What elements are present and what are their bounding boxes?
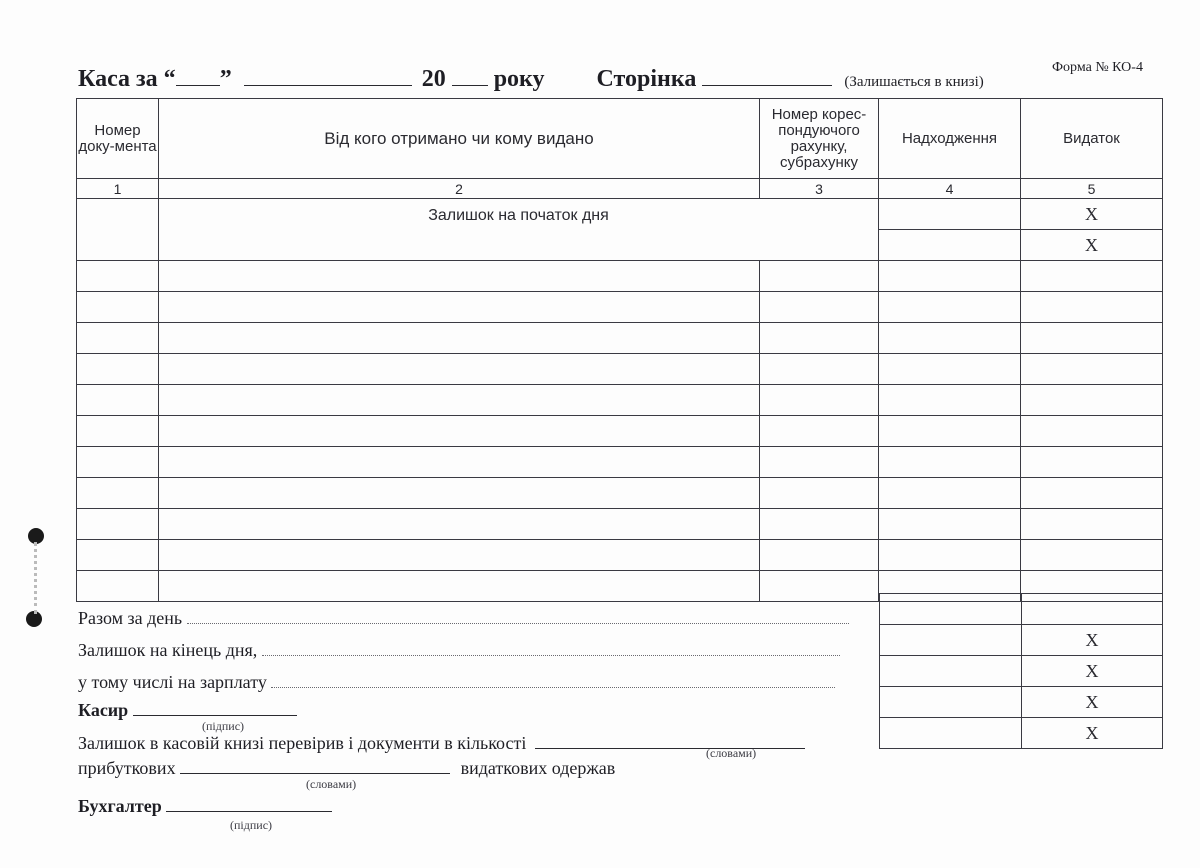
table-row <box>77 354 1163 385</box>
incoming-line <box>78 758 615 779</box>
opening-balance-label: Залишок на початок дня <box>159 199 879 261</box>
closing-income-2[interactable] <box>880 656 1022 687</box>
entry-cell[interactable] <box>760 385 879 416</box>
total-row <box>880 625 1163 656</box>
x-mark: Х <box>1021 230 1163 261</box>
table-row <box>77 447 1163 478</box>
header-prefix: Каса за “ <box>78 66 176 92</box>
incoming-count-field[interactable] <box>180 758 450 774</box>
salary-income[interactable] <box>880 687 1022 718</box>
day-total-label: Разом за день <box>78 608 183 628</box>
cashier-signature-field[interactable] <box>133 700 297 716</box>
entry-cell[interactable] <box>1021 447 1163 478</box>
entry-cell[interactable] <box>159 354 760 385</box>
salary-label: у тому числі на зарплату <box>78 672 267 692</box>
outgoing-label: видаткових одержав <box>460 758 616 778</box>
entry-cell[interactable] <box>1021 478 1163 509</box>
accountant-signature-field[interactable] <box>166 796 332 812</box>
day-total-expense[interactable] <box>1022 594 1163 625</box>
page-header <box>78 66 984 93</box>
day-total-income[interactable] <box>880 594 1022 625</box>
cashier-signature-caption: (підпис) <box>202 719 245 733</box>
entry-cell[interactable] <box>159 261 760 292</box>
entry-cell[interactable] <box>760 261 879 292</box>
entry-cell[interactable] <box>879 261 1021 292</box>
entry-cell[interactable] <box>159 323 760 354</box>
x-mark: Х <box>1022 718 1163 749</box>
entry-cell[interactable] <box>1021 416 1163 447</box>
day-total-line <box>78 608 849 629</box>
col-income: Надходження <box>879 99 1021 179</box>
ledger-table <box>76 98 1163 602</box>
entry-cell[interactable] <box>159 571 760 602</box>
entry-cell[interactable] <box>1021 261 1163 292</box>
entry-cell[interactable] <box>77 509 159 540</box>
table-row <box>77 478 1163 509</box>
col-num: 1 <box>77 179 159 199</box>
salary-line <box>78 672 835 693</box>
entry-cell[interactable] <box>879 509 1021 540</box>
count-words-caption: (словами) <box>706 746 757 760</box>
year-suffix: року <box>493 66 545 92</box>
x-mark: Х <box>1022 687 1163 718</box>
closing-balance-dots <box>262 642 840 656</box>
col-account: Номер корес-пондуючого рахунку, субрахунку <box>760 99 879 179</box>
entry-cell[interactable] <box>1021 323 1163 354</box>
entry-cell[interactable] <box>159 385 760 416</box>
entry-cell[interactable] <box>77 540 159 571</box>
entry-cell[interactable] <box>159 478 760 509</box>
closing-balance-label: Залишок на кінець дня, <box>78 640 258 660</box>
total-row <box>880 656 1163 687</box>
entry-cell[interactable] <box>159 292 760 323</box>
entry-cell[interactable] <box>77 354 159 385</box>
entry-cell[interactable] <box>77 261 159 292</box>
table-row <box>77 509 1163 540</box>
incoming-label: прибуткових <box>78 758 176 778</box>
total-row <box>880 687 1163 718</box>
totals-grid <box>879 593 1163 749</box>
checked-line <box>78 733 805 754</box>
salary-income-2[interactable] <box>880 718 1022 749</box>
opening-income-cell[interactable] <box>879 230 1021 261</box>
entry-cell[interactable] <box>760 478 879 509</box>
col-counterparty: Від кого отримано чи кому видано <box>159 99 760 179</box>
x-mark: Х <box>1021 199 1163 230</box>
header-note: (Залишається в книзі) <box>844 74 984 90</box>
page-number-field[interactable] <box>702 68 832 86</box>
col-num: 2 <box>159 179 760 199</box>
year-field[interactable] <box>452 68 488 86</box>
entry-cell[interactable] <box>879 447 1021 478</box>
accountant-label: Бухгалтер <box>78 796 162 816</box>
entry-cell[interactable] <box>760 571 879 602</box>
opening-doc-cell <box>77 199 159 261</box>
closing-balance-line <box>78 640 840 661</box>
document-count-field[interactable] <box>535 733 805 749</box>
accountant-signature-caption: (підпис) <box>230 818 273 832</box>
header-quote-close: ” <box>219 66 232 92</box>
entry-cell[interactable] <box>77 571 159 602</box>
entry-cell[interactable] <box>159 416 760 447</box>
table-row <box>77 292 1163 323</box>
col-num: 5 <box>1021 179 1163 199</box>
entry-cell[interactable] <box>760 447 879 478</box>
checked-label: Залишок в касовій книзі перевірив і документи в кількості <box>78 733 527 753</box>
month-field[interactable] <box>244 68 412 86</box>
entry-cell[interactable] <box>879 478 1021 509</box>
entry-cell[interactable] <box>77 292 159 323</box>
table-row <box>77 323 1163 354</box>
entry-cell[interactable] <box>760 354 879 385</box>
col-num: 3 <box>760 179 879 199</box>
column-headers <box>77 99 1163 179</box>
incoming-words-caption: (словами) <box>306 777 357 791</box>
entry-cell[interactable] <box>879 354 1021 385</box>
total-row <box>880 718 1163 749</box>
entry-cell[interactable] <box>77 385 159 416</box>
entry-cell[interactable] <box>760 540 879 571</box>
col-expense: Видаток <box>1021 99 1163 179</box>
table-row <box>77 540 1163 571</box>
entry-cell[interactable] <box>77 478 159 509</box>
x-mark: Х <box>1022 656 1163 687</box>
total-row <box>880 594 1163 625</box>
entry-cell[interactable] <box>879 416 1021 447</box>
entry-cell[interactable] <box>1021 509 1163 540</box>
entry-cell[interactable] <box>760 509 879 540</box>
entry-cell[interactable] <box>879 292 1021 323</box>
entry-cell[interactable] <box>879 323 1021 354</box>
entry-cell[interactable] <box>77 323 159 354</box>
accountant-line <box>78 796 332 817</box>
opening-balance-row <box>77 199 1163 230</box>
entry-cell[interactable] <box>879 540 1021 571</box>
col-num: 4 <box>879 179 1021 199</box>
table-row <box>77 385 1163 416</box>
entry-cell[interactable] <box>760 416 879 447</box>
column-numbers <box>77 179 1163 199</box>
opening-income-cell[interactable] <box>879 199 1021 230</box>
entry-cell[interactable] <box>77 416 159 447</box>
table-row <box>77 416 1163 447</box>
col-doc-number: Номер доку-мента <box>77 99 159 179</box>
entry-cell[interactable] <box>1021 354 1163 385</box>
salary-dots <box>271 674 835 688</box>
entry-cell[interactable] <box>760 323 879 354</box>
cashier-label: Касир <box>78 700 129 720</box>
entry-cell[interactable] <box>159 509 760 540</box>
entry-cell[interactable] <box>1021 292 1163 323</box>
entry-cell[interactable] <box>1021 385 1163 416</box>
x-mark: Х <box>1022 625 1163 656</box>
day-field[interactable] <box>176 68 220 86</box>
entry-cell[interactable] <box>879 385 1021 416</box>
cashier-line <box>78 700 297 721</box>
binding-string-icon <box>34 542 40 614</box>
day-total-dots <box>187 610 849 624</box>
form-code: Форма № КО-4 <box>1052 60 1143 75</box>
page-label: Сторінка <box>596 66 697 92</box>
table-row <box>77 261 1163 292</box>
year-label: 20 <box>421 66 446 92</box>
entry-cell[interactable] <box>77 447 159 478</box>
entry-cell[interactable] <box>159 447 760 478</box>
entry-cell[interactable] <box>760 292 879 323</box>
entry-cell[interactable] <box>159 540 760 571</box>
entry-cell[interactable] <box>1021 540 1163 571</box>
closing-income[interactable] <box>880 625 1022 656</box>
